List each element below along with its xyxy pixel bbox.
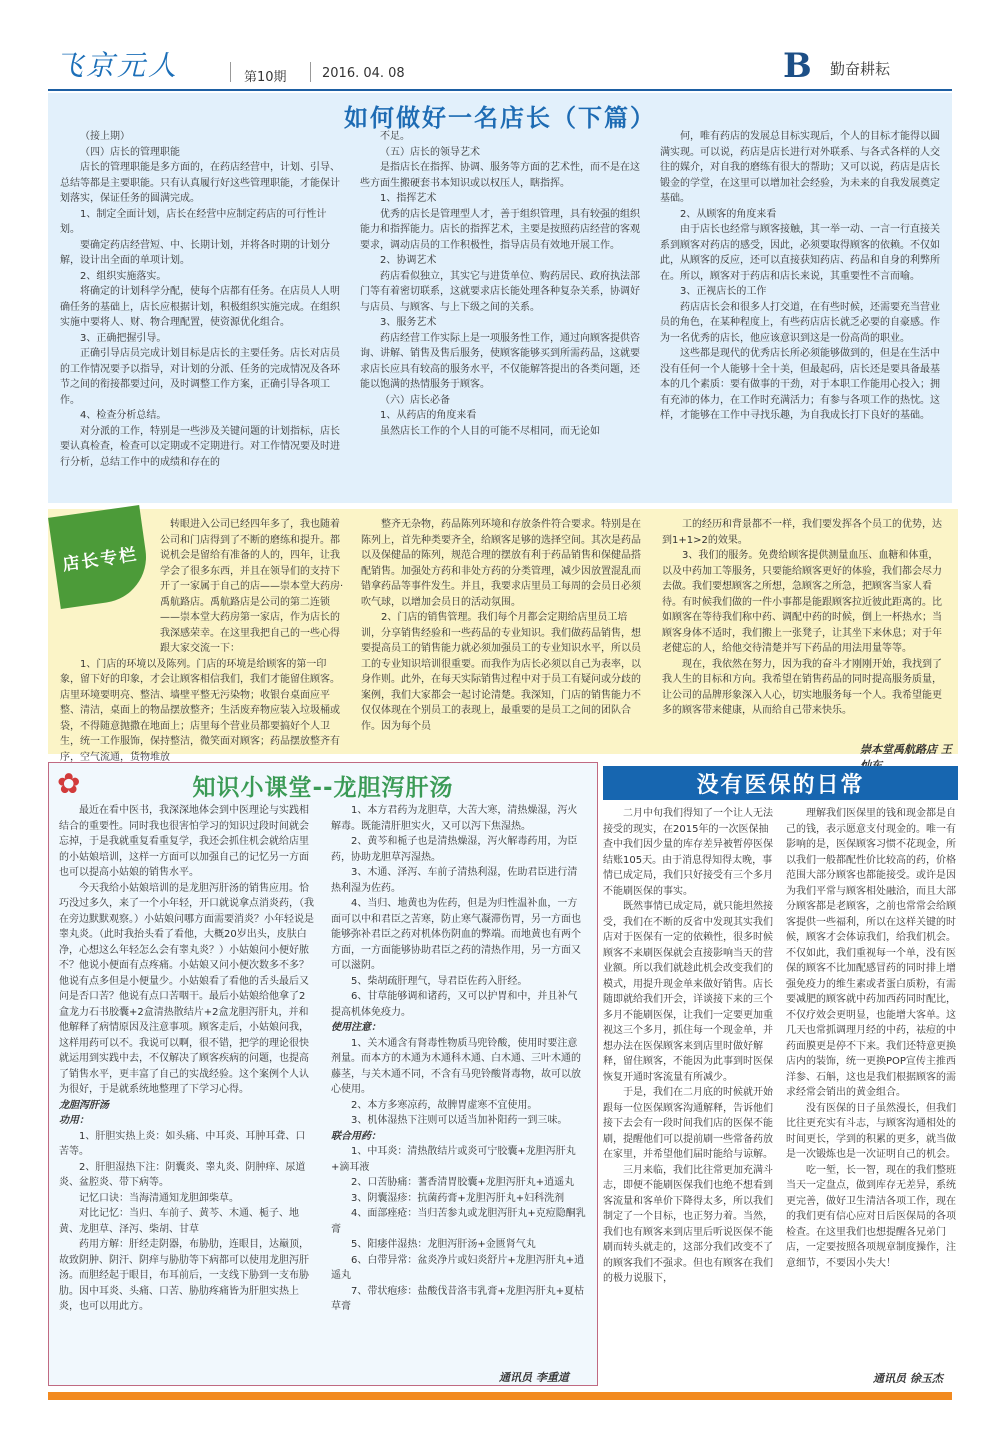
usage-label: 功用： [59,1115,89,1126]
article-title: 没有医保的日常 [603,766,958,800]
page-header [0,0,1000,92]
paragraph: 药店经营工作实际上是一项服务性工作，通过向顾客提供咨询、讲解、销售及售后服务，使顾客能够买到所需药品，这就要求店长应具有较高的服务水平，不仅能解答提出的各类问题，还能以饱满的热情服务于顾客。 [360,332,640,390]
article-column [331,803,586,1315]
byline: 通讯员 李重道 [499,1371,569,1384]
paragraph: 工的经历和背景都不一样，我们要发挥各个员工的优势，达到1+1>2的效果。 [662,519,942,546]
paragraph: （六）店长必备 [380,394,450,406]
article-store-manager [48,93,952,503]
article-knowledge-class [48,762,598,1386]
paragraph: 今天我给小姑娘培训的是龙胆泻肝汤的销售应用。恰巧没过多久，来了一个小年轻，开口就说拿点消炎药，（我在旁边默默观察。）小姑娘问哪方面需要消炎？小年轻说是睾丸炎。（此时我抬头看了看他，大概20岁出头，皮肤白净，心想这么年轻怎么会有睾丸炎？）小姑娘问小便好脓不？他说小便面有点疼痛。小姑娘又问小便次数多不多？他说有点多但是小便量少。小姑娘看了看他的舌头最后又问是否口苦？他说有点口苦咽干。最后小姑娘给他拿了2盒龙力石书胶囊+2盒清热散结片+2盒龙胆泻肝丸，并和他解释了病情原因及注意事项。顾客走后，小姑娘问我，这样用药可以不。我说可以啊，很不错，把学的理论很快就运用到实践中去，不仅解决了顾客疾病的问题，也提高了销售水平，更丰富了自己的实战经验。这个案例个人认为很好，于是就系统地整理了下学习心得。 [59,882,314,1095]
paragraph: 3、我们的服务。免费给顾客提供测量血压、血糖和体重，以及中药加工等服务，只要能给顾客更好的体验，我们都会尽力去做。我们要想顾客之所想，急顾客之所急，把顾客当家人看待。有时候我们做的一件小事都是能跟顾客拉近彼此距离的。比如顾客在等待我们称中药、调配中药的时候，倒上一杯热水；当顾客身体不适时，我们搬上一张凳子，让其坐下来休息；对于年老健忘的人，给他交待清楚并写下药品的用法用量等等。 [662,550,942,654]
paragraph: 5、阳痿伴湿热：龙胆泻肝汤+金匮肾气丸 [351,1239,536,1250]
formula-heading: 龙胆泻肝汤 [59,1099,109,1111]
paragraph: 这些都是现代的优秀店长所必须能够做到的，但是在生活中没有任何一个人能够十全十美，但最起码，店长还是要具备最基本的几个素质：要有做事的干劲，对于本职工作能用心投入；拥有充沛的体力，在工作时充满活力；有参与各项工作的热忱。这样，才能够在工作中寻找乐趣，为自我成长打下良好的基础。 [660,348,940,421]
paragraph: 6、白带异常：盆炎净片或妇炎舒片+龙胆泻肝丸+逍遥丸 [331,1254,585,1281]
article-column [60,517,346,765]
paragraph: 正确引导店员完成计划目标是店长的主要任务。店长对店员的工作情况要予以指导，对计划的分派、任务的完成情况及各环节之间的衔接都要过问，及时调整工作方案，正确引导各项工作。 [60,348,340,406]
article-title: 知识小课堂--龙胆泻肝汤 [192,775,454,801]
article-column [603,806,775,1287]
article-column [660,129,943,424]
paragraph: 转眼进入公司已经四年多了，我也随着公司和门店得到了不断的磨练和提升。都说机会是留给有准备的人的，四年，让我学会了很多东西，并且在领导们的支持下开了一家属于自己的店——崇本堂大药房·禹航路店。禹航路店是公司的第二连锁——崇本堂大药房第一家店，作为店长的我深感荣幸。在这里我把自己的一些心得跟大家交流一下： [160,519,344,654]
paragraph: 1、制定全面计划，店长在经营中应制定药店的可行性计划。 [60,208,327,235]
newspaper-logo: 飞京元人 [55,49,180,82]
paragraph: 2、黄芩和栀子也是清热燥湿，泻火解毒药用，为臣药，协助龙胆草泻湿热。 [331,836,578,863]
article-store-manager-column [48,509,958,763]
paragraph: 4、当归、地黄也为佐药，但是为归性温补血，一方面可以中和君臣之苦寒，防止寒气凝滞伤胃，另一方面也能够弥补君臣之药对机体伤阴血的弊端。而地黄也有两个方面，一方面能够协助君臣之药的清热作用，另一方面又可以滋阴。 [331,898,581,971]
article-column [60,129,343,470]
paragraph: 将确定的计划科学分配，使每个店都有任务。在店员人人明确任务的基础上，店长应根据计划，积极组织实施完成。在组织实施中要将人、财、物合理配置，使资源优化组合。 [60,286,340,328]
article-column [361,517,647,734]
paragraph: 优秀的店长是管理型人才，善于组织管理，具有较强的组织能力和指挥能力。店长的指挥艺术，主要是按照药店经营的客观要求，调动店员的工作积极性，指导店员有效地开展工作。 [360,208,640,251]
paragraph: 1、肝胆实热上炎：如头痛、中耳炎、耳肿耳聋、口苦等。 [59,1130,306,1157]
article-column [360,129,643,439]
paragraph: 6、甘草能够调和诸药，又可以护胃和中，并且补气提高机体免疫力。 [331,991,578,1018]
paragraph: 吃一堑，长一智，现在的我们整班当天一定盘点，做到库存无差异，系统更完善，做好卫生清洁各项工作，现在的我们更有信心应对日后医保局的各项检查。在这里我们也想提醒各兄弟门店，一定要按照各项规章制度操作，注意细节，不要因小失大！ [786,1164,956,1269]
paragraph: 4、面部痤疮：当归苦参丸或龙胆泻肝丸+克痘隐酮乳膏 [331,1208,586,1235]
paragraph: 不足。 [380,131,410,142]
paragraph: 虽然店长工作的个人目的可能不尽相同，而无论如 [380,425,600,437]
paragraph: （四）店长的管理职能 [80,146,180,158]
paragraph: 二月中旬我们得知了一个让人无法接受的现实，在2015年的一次医保抽查中我们因少量的库存差异被暂停医保结账105天。由于消息得知得太晚，事情已成定局，我们只好接受有三个多月不能刷医保的事实。 [603,808,773,897]
paragraph: 药店看似独立，其实它与进货单位、购药居民、政府执法部门等有着密切联系，这就要求店长能处理各种复杂关系，协调好与店员、与顾客、与上下级之间的关系。 [360,270,640,313]
paragraph: 既然事情已成定局，就只能坦然接受，我们在不断的反省中发现其实我们店对于医保有一定的依赖性，很多时候顾客不来刷医保就会直接影响当天的营业额。所以我们就趁此机会改变我们的模式，用提升现金单来做好销售。店长随即就给我们开会，详谈接下来的三个多月不能刷医保，让我们一定要更加重视这三个多月，抓住每一个现金单，并想办法在医保顾客来到店里时做好解释，留住顾客，不能因为此事到时医保恢复开通时客流量有所减少。 [603,901,773,1083]
paragraph: 现在，我依然在努力，因为我的奋斗才刚刚开始，我找到了我人生的目标和方向。我希望在销售药品的同时提高服务质量，让公司的品牌形象深入人心，切实地服务每一个人。我希望能更多的顾客带来健康，从而给自己带来快乐。 [662,658,942,716]
paragraph: 2、组织实施落实。 [80,270,167,282]
combination-label: 联合用药： [331,1130,381,1142]
article-title: 如何做好一名店长（下篇） [344,104,656,132]
paragraph: 要确定药店经营短、中、长期计划，并将各时期的计划分解，设计出全面的单项计划。 [60,239,330,266]
paragraph: 3、木通、泽泻、车前子清热利湿，佐助君臣进行清热利湿为佐药。 [331,867,578,894]
paragraph: 4、检查分析总结。 [80,410,167,421]
paragraph: 理解我们医保里的钱和现金都是自己的钱，表示愿意支付现金的。唯一有影响的是，医保顾客习惯不花现金，所以我们一般都配性价比较高的药，价格范围大部分顾客也都能接受。或许是因为我们平常与顾客相处融洽，而且大部分顾客都是老顾客，之前也常常会给顾客提供一些福利，所以在这样关键的时候，顾客才会体谅我们，给我们机会。不仅如此，我们重视每一个单，没有医保的顾客不比加配感冒药的同时排上增强免疫力的维生素或者蛋白质粉，有需要减肥的顾客就中药加西药同时配比，不仅疗效会更明显，也能增大客单。这几天也常抓调理月经的中药，祛痘的中药面膜更是停不下来。我们还特意更换店内的装饰，统一更换POP宣传主推西洋参、石斛，这也是我们根据顾客的需求经常会销出的黄金组合。 [786,808,956,1098]
paragraph: 整齐无杂物，药品陈列环境和存放条件符合要求。特别是在陈列上，首先种类要齐全，给顾客足够的选择空间。其次是药品以及保健品的陈列，规范合理的摆放有利于药品销售和保健品搭配销售。加强处方药和非处方药的分类管理，减少因放置混乱而错拿药品等事件发生。并且，我要求店里员工每周的会员日必须吹气球，以增加会员日的活动氛围。 [361,519,641,608]
paragraph: 2、口苦胁痛：蓍香清胃胶囊+龙胆泻肝丸+逍遥丸 [351,1177,575,1188]
paragraph: 于是，我们在二月底的时候就开始跟每一位医保顾客沟通解释，告诉他们接下去会有一段时间我们店的医保不能刷，提醒他们可以提前刷一些常备药放在家里，并希望他们届时能给与谅解。 [603,1087,773,1160]
issue-number: 第10期 [244,70,287,85]
paragraph: 1、中耳炎：清热散结片或炎可宁胶囊+龙胆泻肝丸+滴耳液 [331,1146,576,1173]
footer-rule [48,1392,952,1400]
paragraph: 5、柴胡疏肝理气，导君臣佐药入肝经。 [351,975,528,987]
paragraph: 3、正视店长的工作 [680,286,767,297]
article-column [662,517,948,719]
paragraph: 对分派的工作，特别是一些涉及关键问题的计划指标，店长要认真检查，检查可以定期或不定期进行。对工作情况要及时进行分析，总结工作中的成绩和存在的 [60,425,340,468]
paragraph: 最近在看中医书，我深深地体会到中医理论与实践相结合的重要性。同时我也很害怕学习的知识过段时间就会忘掉，于是我就重复看重复学，我还会抓住机会就给店里的小姑娘培训，这样一方面可以加强自己的记忆另一方面也可以提高小姑娘的销售水平。 [59,805,309,878]
article-column [59,803,314,1315]
paragraph: 1、关木通含有肾毒性物质马兜铃酸，使用时要注意剂量。而本方的木通为木通科木通、白木通、三叶木通的藤茎，与关木通不同，不含有马兜铃酸肾毒物，故可以放心使用。 [331,1037,581,1095]
paragraph: 1、本方君药为龙胆草，大苦大寒，清热燥湿，泻火解毒。既能清肝胆实火，又可以泻下焦湿热。 [331,805,578,832]
header-rule [48,89,952,91]
paragraph: 对比记忆：当归、车前子、黄芩、木通、栀子、地黄、龙胆草、泽泻、柴胡、甘草 [59,1208,299,1235]
section-name: 勤奋耕耘 [830,60,891,78]
paragraph: 是指店长在指挥、协调、服务等方面的艺术性，而不是在这些方面生搬硬套书本知识或以权压人，瞎指挥。 [360,162,640,189]
paragraph: 记忆口诀：当海清通知龙胆卸柴草。 [79,1192,239,1204]
issue-date: 2016. 04. 08 [322,66,405,81]
article-column [786,806,958,1271]
ribbon-bow-icon: ✿ [57,767,81,800]
paragraph: 没有医保的日子虽然漫长，但我们比往更充实有斗志，与顾客沟通相处的时间更长，学到的积累的更多，就当做是一次锻炼也是一次证明自己的机会。 [786,1102,956,1160]
paragraph: 药用方解：肝经走阴器，布胁肋，连眼目，达巅顶，故致阴肿、阴汗、阴痒与胁肋等下病都可以使用龙胆泻肝汤。而胆经起于眼目，布耳前后，一支线下胁到一支布胁肋。因中耳炎、头痛、口苦、胁肋疼痛皆为肝胆实热上炎，也可以用此方。 [59,1239,309,1312]
byline: 崇本堂禹航路店 王 [860,743,952,756]
paragraph: （接上期） [80,131,130,142]
paragraph: 2、协调艺术 [380,255,437,266]
paragraph: 2、肝胆湿热下注：阴囊炎、睾丸炎、阴肿痒、尿道炎、盆腔炎、带下病等。 [59,1161,306,1188]
paragraph: 1、从药店的角度来看 [380,410,477,421]
header-divider [230,62,231,82]
precautions-label: 使用注意： [331,1022,381,1033]
paragraph: 2、本方多寒凉药，故脾胃虚寒不宜使用。 [351,1099,538,1111]
paragraph: 3、服务艺术 [380,317,437,328]
paragraph: 7、带状疱疹：盐酸伐昔洛韦乳膏+龙胆泻肝丸+夏枯草膏 [331,1285,585,1312]
paragraph: 3、正确把握引导。 [80,332,167,344]
paragraph: 三月来临，我们比往常更加充满斗志，即便不能刷医保我们也绝不想看到客流量和客单价下降得太多，所以我们制定了一个目标，也正努力着。当然，我们也有顾客来到店里后听说医保不能刷而转头就走的，这部分我们改变不了的顾客我们不强求。但也有顾客在我们的极力说服下， [603,1164,773,1284]
byline: 通讯员 徐玉杰 [873,1372,943,1385]
paragraph: 1、门店的环境以及陈列。门店的环境是给顾客的第一印象，留下好的印象，才会让顾客相信我们，我们才能留住顾客。店里环境要明亮、整洁、墙壁平整无污染物；收银台桌面应平整、清洁，桌面上的物品摆放整齐；生活废弃物应装入垃圾桶或袋，不得随意抛撒在地面上；店里每个营业员都要搞好个人卫生，统一工作服饰，保持整洁，微笑面对顾客；药品摆放整齐有序，空气流通，货物堆放 [60,658,340,763]
paragraph: 由于店长也经常与顾客接触，其一举一动、一言一行直接关系到顾客对药店的感受，因此，必须要取得顾客的依赖。不仅如此，从顾客的反应，还可以直接获知药店、药品和自身的利弊所在。所以，顾客对于药店和店长来说，其重要性不言而喻。 [660,224,940,282]
paragraph: （五）店长的领导艺术 [380,146,480,158]
paragraph: 3、阴囊湿疹：抗菌药膏+龙胆泻肝丸+妇科洗剂 [351,1192,565,1204]
paragraph: 1、指挥艺术 [380,193,437,204]
column-badge: 店长专栏 [48,505,152,609]
paragraph: 3、机体湿热下注则可以适当加补阳药一到三味。 [351,1115,568,1126]
article-no-insurance [603,762,958,1384]
paragraph: 2、门店的销售管理。我们每个月都会定期给店里员工培训，分享销售经验和一些药品的专业知识。我们做药品销售，想要提高员工的销售能力就必须加强员工的专业知识水平，所以员工的专业知识培训很重要。而我作为店长必须以自己为表率，以身作则。此外，在每天实际销售过程中对于员工有疑问或分歧的案例，我们大家都会一起讨论清楚。我深知，门店的销售能力不仅仅体现在个别员工的表现上，最重要的是员工之间的团队合作。因为每个员 [361,612,641,732]
paragraph: 店长的管理职能是多方面的，在药店经营中，计划、引导、总结等都是主要职能。只有认真履行好这些管理职能，才能保计划落实，保证任务的圆满完成。 [60,162,340,204]
paragraph: 2、从顾客的角度来看 [680,208,777,220]
paragraph: 药店店长会和很多人打交道，在有些时候，还需要充当营业员的角色，在某种程度上，有些药店店长就乏必要的自豪感。作为一名优秀的店长，他应该意识到这是一份高尚的职业。 [660,301,940,344]
header-divider [310,62,311,82]
paragraph: 何，唯有药店的发展总目标实现后，个人的目标才能得以圆满实现。可以说，药店是店长进行对外联系、与各式各样的人交往的媒介，对自我的磨练有很大的帮助；又可以说，药店是店长锻金的学堂，在这里可以增加社会经验，为未来的自我发展奠定基础。 [660,131,940,204]
page-letter: B [783,46,812,86]
